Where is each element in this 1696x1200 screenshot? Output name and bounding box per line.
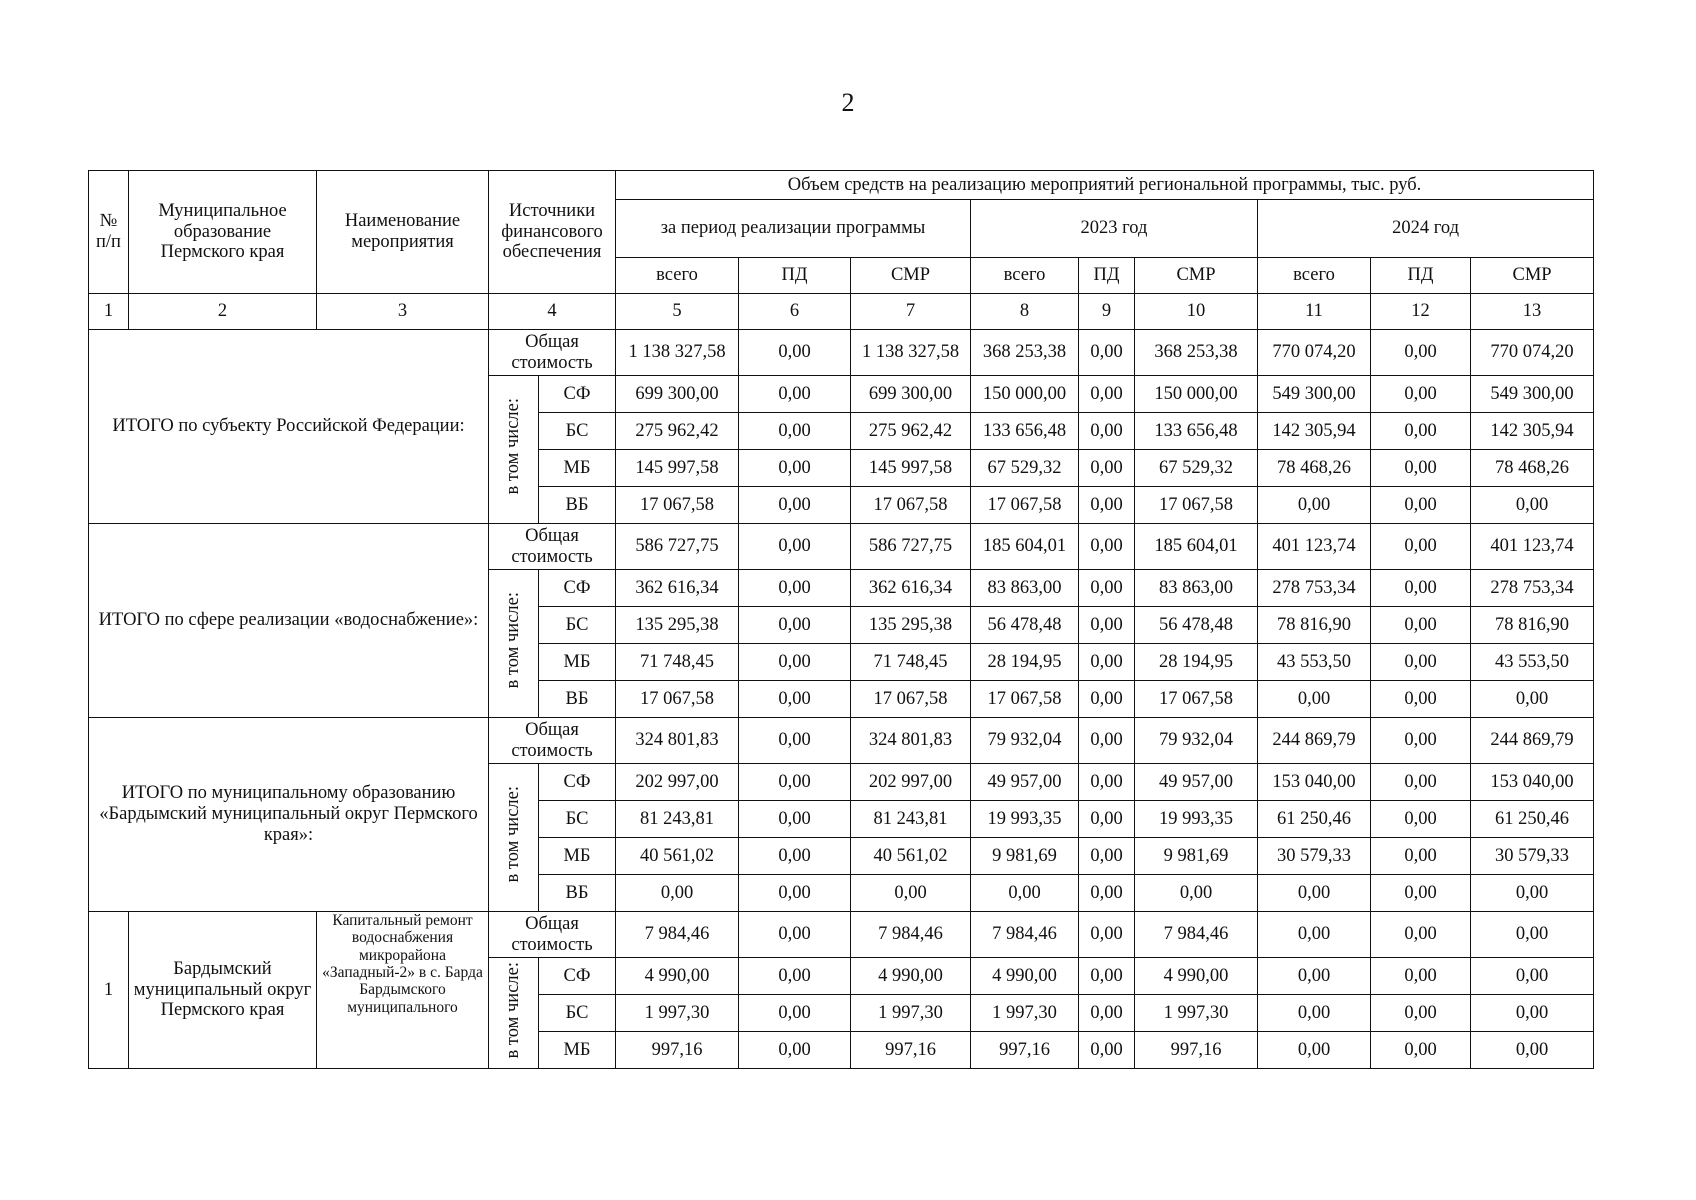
column-numbers-row <box>89 294 1594 330</box>
value-cell: 43 553,50 <box>1471 644 1594 681</box>
value-cell: 1 997,30 <box>616 995 739 1032</box>
value-cell: 71 748,45 <box>851 644 971 681</box>
col-number: 3 <box>317 294 489 330</box>
value-cell: 0,00 <box>1079 912 1135 958</box>
value-cell: 0,00 <box>1371 995 1471 1032</box>
header-year-2024: 2024 год <box>1258 200 1594 258</box>
value-cell: 244 869,79 <box>1258 718 1371 764</box>
value-cell: 0,00 <box>1371 413 1471 450</box>
source-label: СФ <box>539 570 616 607</box>
value-cell: 78 468,26 <box>1471 450 1594 487</box>
value-cell: 0,00 <box>1079 413 1135 450</box>
header-pd: ПД <box>1079 258 1135 294</box>
value-cell: 61 250,46 <box>1258 801 1371 838</box>
value-cell: 0,00 <box>616 875 739 912</box>
value-cell: 56 478,48 <box>1135 607 1258 644</box>
value-cell: 0,00 <box>1371 524 1471 570</box>
value-cell: 0,00 <box>1079 801 1135 838</box>
value-cell: 4 990,00 <box>616 958 739 995</box>
value-cell: 0,00 <box>851 875 971 912</box>
value-cell: 0,00 <box>1079 570 1135 607</box>
including-label-cell <box>489 376 539 524</box>
value-cell: 770 074,20 <box>1258 330 1371 376</box>
value-cell: 549 300,00 <box>1471 376 1594 413</box>
value-cell: 40 561,02 <box>616 838 739 875</box>
col-number: 2 <box>129 294 317 330</box>
value-cell: 202 997,00 <box>851 764 971 801</box>
value-cell: 135 295,38 <box>851 607 971 644</box>
value-cell: 0,00 <box>1371 570 1471 607</box>
value-cell: 0,00 <box>1371 607 1471 644</box>
item-municipality: Бардымский муниципальный округ Пермского края <box>129 912 317 1069</box>
value-cell: 71 748,45 <box>616 644 739 681</box>
source-label: Общая стоимость <box>489 718 616 764</box>
value-cell: 61 250,46 <box>1471 801 1594 838</box>
value-cell: 0,00 <box>1258 1032 1371 1069</box>
value-cell: 135 295,38 <box>616 607 739 644</box>
value-cell: 0,00 <box>1079 958 1135 995</box>
value-cell: 17 067,58 <box>1135 681 1258 718</box>
value-cell: 43 553,50 <box>1258 644 1371 681</box>
value-cell: 0,00 <box>739 450 851 487</box>
value-cell: 17 067,58 <box>851 487 971 524</box>
value-cell: 275 962,42 <box>616 413 739 450</box>
value-cell: 0,00 <box>1258 875 1371 912</box>
value-cell: 7 984,46 <box>1135 912 1258 958</box>
value-cell: 145 997,58 <box>616 450 739 487</box>
value-cell: 0,00 <box>739 912 851 958</box>
value-cell: 0,00 <box>1079 607 1135 644</box>
value-cell: 324 801,83 <box>616 718 739 764</box>
value-cell: 28 194,95 <box>1135 644 1258 681</box>
source-label: БС <box>539 801 616 838</box>
table-row <box>89 524 1594 570</box>
value-cell: 0,00 <box>1371 450 1471 487</box>
value-cell: 0,00 <box>1135 875 1258 912</box>
value-cell: 0,00 <box>1471 487 1594 524</box>
value-cell: 40 561,02 <box>851 838 971 875</box>
value-cell: 0,00 <box>739 801 851 838</box>
value-cell: 7 984,46 <box>851 912 971 958</box>
value-cell: 133 656,48 <box>1135 413 1258 450</box>
value-cell: 244 869,79 <box>1471 718 1594 764</box>
value-cell: 0,00 <box>1371 487 1471 524</box>
value-cell: 997,16 <box>616 1032 739 1069</box>
value-cell: 368 253,38 <box>971 330 1079 376</box>
value-cell: 0,00 <box>1079 1032 1135 1069</box>
value-cell: 17 067,58 <box>616 487 739 524</box>
source-label: ВБ <box>539 681 616 718</box>
value-cell: 1 138 327,58 <box>851 330 971 376</box>
value-cell: 150 000,00 <box>971 376 1079 413</box>
value-cell: 699 300,00 <box>851 376 971 413</box>
value-cell: 0,00 <box>739 607 851 644</box>
value-cell: 0,00 <box>1471 912 1594 958</box>
value-cell: 0,00 <box>1371 764 1471 801</box>
value-cell: 1 138 327,58 <box>616 330 739 376</box>
value-cell: 362 616,34 <box>851 570 971 607</box>
source-label: МБ <box>539 644 616 681</box>
value-cell: 362 616,34 <box>616 570 739 607</box>
value-cell: 0,00 <box>1079 524 1135 570</box>
value-cell: 7 984,46 <box>971 912 1079 958</box>
col-number: 7 <box>851 294 971 330</box>
table-row <box>89 912 1594 958</box>
value-cell: 78 468,26 <box>1258 450 1371 487</box>
value-cell: 0,00 <box>739 718 851 764</box>
source-label: СФ <box>539 376 616 413</box>
including-label-cell <box>489 570 539 718</box>
value-cell: 0,00 <box>739 995 851 1032</box>
header-pd: ПД <box>1371 258 1471 294</box>
value-cell: 17 067,58 <box>971 681 1079 718</box>
value-cell: 0,00 <box>1079 487 1135 524</box>
value-cell: 30 579,33 <box>1258 838 1371 875</box>
source-label: Общая стоимость <box>489 330 616 376</box>
header-year-2023: 2023 год <box>971 200 1258 258</box>
header-sources: Источники финансового обеспечения <box>489 171 616 294</box>
value-cell: 549 300,00 <box>1258 376 1371 413</box>
group-title: ИТОГО по сфере реализации «водоснабжение»: <box>89 524 489 718</box>
source-label: ВБ <box>539 487 616 524</box>
value-cell: 0,00 <box>739 875 851 912</box>
value-cell: 275 962,42 <box>851 413 971 450</box>
value-cell: 0,00 <box>739 413 851 450</box>
source-label: БС <box>539 607 616 644</box>
value-cell: 0,00 <box>1079 376 1135 413</box>
value-cell: 4 990,00 <box>971 958 1079 995</box>
value-cell: 0,00 <box>739 487 851 524</box>
value-cell: 67 529,32 <box>971 450 1079 487</box>
value-cell: 133 656,48 <box>971 413 1079 450</box>
page-number: 2 <box>841 88 855 117</box>
value-cell: 0,00 <box>1371 1032 1471 1069</box>
value-cell: 0,00 <box>739 570 851 607</box>
source-label: БС <box>539 413 616 450</box>
value-cell: 0,00 <box>1258 958 1371 995</box>
value-cell: 0,00 <box>1079 764 1135 801</box>
value-cell: 0,00 <box>1371 644 1471 681</box>
value-cell: 0,00 <box>1079 330 1135 376</box>
value-cell: 4 990,00 <box>851 958 971 995</box>
header-smr: СМР <box>851 258 971 294</box>
source-label: СФ <box>539 958 616 995</box>
value-cell: 0,00 <box>1371 681 1471 718</box>
source-label: Общая стоимость <box>489 912 616 958</box>
source-label: МБ <box>539 838 616 875</box>
value-cell: 9 981,69 <box>971 838 1079 875</box>
group-title: ИТОГО по муниципальному образованию «Бардымский муниципальный округ Пермского края»: <box>89 718 489 912</box>
value-cell: 49 957,00 <box>1135 764 1258 801</box>
header-total: всего <box>1258 258 1371 294</box>
header-municipality: Муниципальное образование Пермского края <box>129 171 317 294</box>
item-event: Капитальный ремонт водоснабжения микрорайона «Западный-2» в с. Барда Бардымского муниципального <box>317 912 489 1069</box>
value-cell: 17 067,58 <box>1135 487 1258 524</box>
value-cell: 17 067,58 <box>851 681 971 718</box>
value-cell: 78 816,90 <box>1471 607 1594 644</box>
value-cell: 0,00 <box>1079 450 1135 487</box>
value-cell: 56 478,48 <box>971 607 1079 644</box>
value-cell: 1 997,30 <box>971 995 1079 1032</box>
col-number: 8 <box>971 294 1079 330</box>
including-label: в том числе: <box>503 961 524 1059</box>
value-cell: 0,00 <box>739 644 851 681</box>
value-cell: 83 863,00 <box>971 570 1079 607</box>
value-cell: 0,00 <box>1471 1032 1594 1069</box>
item-number: 1 <box>89 912 129 1069</box>
col-number: 1 <box>89 294 129 330</box>
value-cell: 997,16 <box>971 1032 1079 1069</box>
value-cell: 0,00 <box>739 1032 851 1069</box>
value-cell: 0,00 <box>739 838 851 875</box>
value-cell: 4 990,00 <box>1135 958 1258 995</box>
header-pd: ПД <box>739 258 851 294</box>
value-cell: 0,00 <box>1079 681 1135 718</box>
value-cell: 9 981,69 <box>1135 838 1258 875</box>
value-cell: 67 529,32 <box>1135 450 1258 487</box>
value-cell: 1 997,30 <box>1135 995 1258 1032</box>
col-number: 13 <box>1471 294 1594 330</box>
col-number: 12 <box>1371 294 1471 330</box>
col-number: 11 <box>1258 294 1371 330</box>
value-cell: 49 957,00 <box>971 764 1079 801</box>
value-cell: 81 243,81 <box>851 801 971 838</box>
value-cell: 0,00 <box>1079 838 1135 875</box>
group-title: ИТОГО по субъекту Российской Федерации: <box>89 330 489 524</box>
value-cell: 7 984,46 <box>616 912 739 958</box>
header-total: всего <box>971 258 1079 294</box>
value-cell: 0,00 <box>1079 718 1135 764</box>
value-cell: 153 040,00 <box>1471 764 1594 801</box>
col-number: 4 <box>489 294 616 330</box>
header-num: № п/п <box>89 171 129 294</box>
col-number: 10 <box>1135 294 1258 330</box>
value-cell: 0,00 <box>1371 912 1471 958</box>
value-cell: 30 579,33 <box>1471 838 1594 875</box>
value-cell: 586 727,75 <box>616 524 739 570</box>
value-cell: 81 243,81 <box>616 801 739 838</box>
header-volume: Объем средств на реализацию мероприятий региональной программы, тыс. руб. <box>616 171 1594 200</box>
value-cell: 0,00 <box>971 875 1079 912</box>
value-cell: 1 997,30 <box>851 995 971 1032</box>
value-cell: 0,00 <box>1471 995 1594 1032</box>
value-cell: 145 997,58 <box>851 450 971 487</box>
value-cell: 0,00 <box>1079 995 1135 1032</box>
value-cell: 770 074,20 <box>1471 330 1594 376</box>
col-number: 6 <box>739 294 851 330</box>
value-cell: 586 727,75 <box>851 524 971 570</box>
value-cell: 0,00 <box>1371 838 1471 875</box>
source-label: ВБ <box>539 875 616 912</box>
value-cell: 0,00 <box>1258 681 1371 718</box>
source-label: МБ <box>539 1032 616 1069</box>
value-cell: 0,00 <box>1471 875 1594 912</box>
including-label: в том числе: <box>503 592 524 689</box>
value-cell: 150 000,00 <box>1135 376 1258 413</box>
value-cell: 0,00 <box>1258 487 1371 524</box>
header-period: за период реализации программы <box>616 200 971 258</box>
value-cell: 153 040,00 <box>1258 764 1371 801</box>
value-cell: 0,00 <box>1371 376 1471 413</box>
header-smr: СМР <box>1471 258 1594 294</box>
col-number: 5 <box>616 294 739 330</box>
value-cell: 401 123,74 <box>1471 524 1594 570</box>
source-label: СФ <box>539 764 616 801</box>
value-cell: 78 816,90 <box>1258 607 1371 644</box>
value-cell: 202 997,00 <box>616 764 739 801</box>
value-cell: 278 753,34 <box>1258 570 1371 607</box>
value-cell: 0,00 <box>1079 875 1135 912</box>
value-cell: 17 067,58 <box>971 487 1079 524</box>
value-cell: 0,00 <box>739 764 851 801</box>
value-cell: 0,00 <box>739 330 851 376</box>
value-cell: 0,00 <box>1258 995 1371 1032</box>
including-label: в том числе: <box>503 786 524 883</box>
value-cell: 19 993,35 <box>1135 801 1258 838</box>
value-cell: 19 993,35 <box>971 801 1079 838</box>
value-cell: 0,00 <box>1371 801 1471 838</box>
header-event: Наименование мероприятия <box>317 171 489 294</box>
value-cell: 278 753,34 <box>1471 570 1594 607</box>
value-cell: 17 067,58 <box>616 681 739 718</box>
value-cell: 0,00 <box>1079 644 1135 681</box>
value-cell: 0,00 <box>1371 718 1471 764</box>
header-total: всего <box>616 258 739 294</box>
table-row <box>89 718 1594 764</box>
funding-table <box>88 170 1594 1069</box>
value-cell: 185 604,01 <box>1135 524 1258 570</box>
value-cell: 401 123,74 <box>1258 524 1371 570</box>
value-cell: 142 305,94 <box>1258 413 1371 450</box>
value-cell: 997,16 <box>1135 1032 1258 1069</box>
value-cell: 0,00 <box>1371 875 1471 912</box>
value-cell: 0,00 <box>739 524 851 570</box>
source-label: БС <box>539 995 616 1032</box>
source-label: МБ <box>539 450 616 487</box>
value-cell: 699 300,00 <box>616 376 739 413</box>
including-label-cell <box>489 958 539 1069</box>
value-cell: 997,16 <box>851 1032 971 1069</box>
value-cell: 0,00 <box>1371 330 1471 376</box>
source-label: Общая стоимость <box>489 524 616 570</box>
value-cell: 0,00 <box>1371 958 1471 995</box>
value-cell: 83 863,00 <box>1135 570 1258 607</box>
value-cell: 0,00 <box>739 958 851 995</box>
value-cell: 28 194,95 <box>971 644 1079 681</box>
value-cell: 368 253,38 <box>1135 330 1258 376</box>
value-cell: 0,00 <box>739 681 851 718</box>
value-cell: 0,00 <box>739 376 851 413</box>
value-cell: 0,00 <box>1258 912 1371 958</box>
value-cell: 185 604,01 <box>971 524 1079 570</box>
value-cell: 142 305,94 <box>1471 413 1594 450</box>
value-cell: 324 801,83 <box>851 718 971 764</box>
value-cell: 0,00 <box>1471 958 1594 995</box>
col-number: 9 <box>1079 294 1135 330</box>
value-cell: 79 932,04 <box>1135 718 1258 764</box>
including-label-cell <box>489 764 539 912</box>
table-row <box>89 330 1594 376</box>
value-cell: 0,00 <box>1471 681 1594 718</box>
value-cell: 79 932,04 <box>971 718 1079 764</box>
header-smr: СМР <box>1135 258 1258 294</box>
including-label: в том числе: <box>503 398 524 495</box>
